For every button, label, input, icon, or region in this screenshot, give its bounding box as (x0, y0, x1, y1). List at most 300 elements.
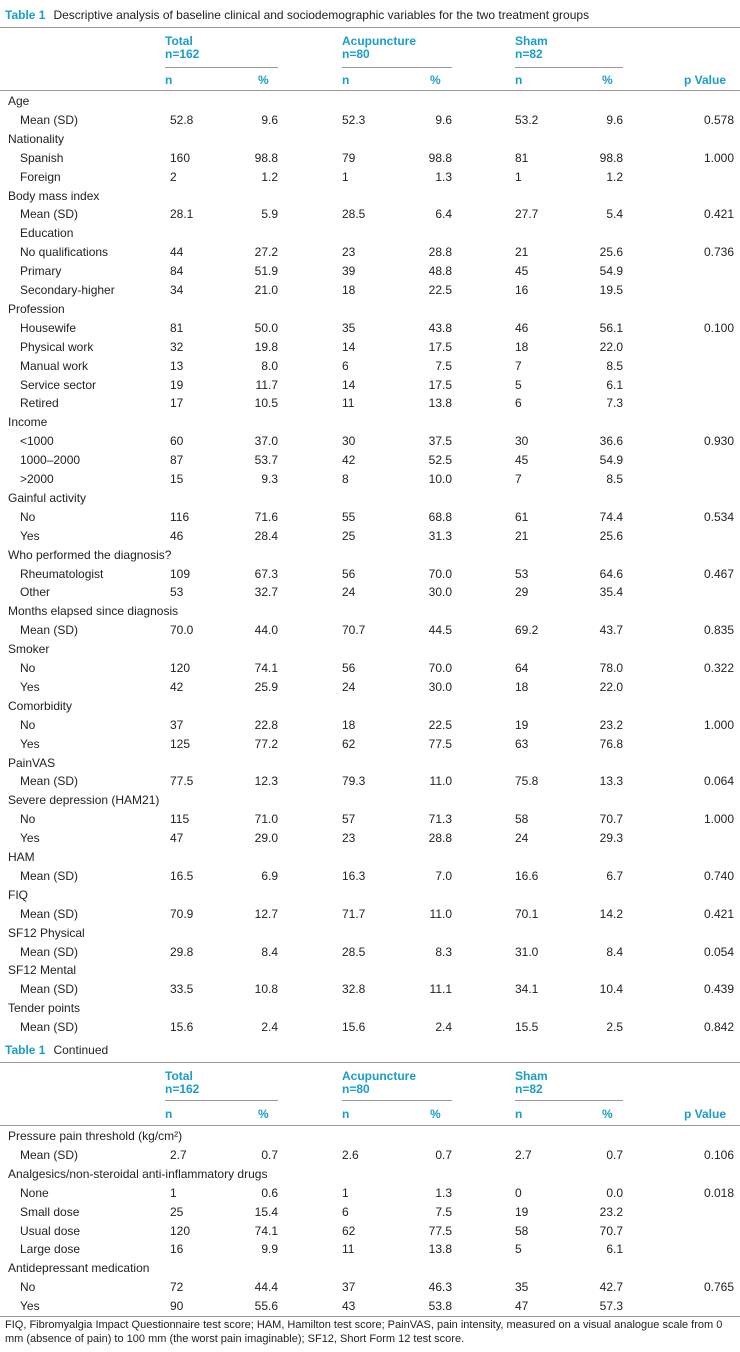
table-row (0, 527, 740, 545)
total-pct-cell: 25.9 (254, 679, 278, 694)
acupuncture-pct-cell: 22.5 (428, 283, 452, 297)
total-pct-cell: 71.0 (254, 812, 278, 827)
acupuncture-n-cell: 11 (342, 396, 355, 411)
acupuncture-pct-cell: 13.8 (428, 396, 452, 411)
sham-n-cell: 29 (515, 585, 529, 600)
acupuncture-n-cell: 56 (342, 566, 356, 581)
table-row (0, 1240, 740, 1258)
acupuncture-n-cell: 43 (342, 1299, 356, 1314)
sham-pct-cell: 0.0 (606, 1185, 623, 1200)
table-row (0, 338, 740, 356)
sham-n-cell: 75.8 (515, 774, 539, 789)
row-label: Primary (20, 264, 62, 279)
acupuncture-n-cell: 18 (342, 283, 356, 297)
acupuncture-pct-cell: 17.5 (428, 339, 452, 354)
header-pct: % (258, 1107, 269, 1121)
group-acupuncture: Acupuncture n=80 (342, 34, 417, 61)
sham-pct-cell: 43.7 (599, 623, 623, 638)
acupuncture-pct-cell: 11.0 (429, 906, 452, 921)
row-label: Physical work (20, 339, 94, 354)
table-row (0, 224, 740, 242)
acupuncture-pct-cell: 31.3 (428, 528, 452, 543)
header-n: n (342, 1107, 350, 1121)
p-value-cell: 0.736 (703, 245, 734, 260)
sham-n-cell: 7 (515, 472, 522, 486)
acupuncture-pct-cell: 53.8 (428, 1299, 452, 1314)
total-pct-cell: 77.2 (254, 736, 278, 751)
row-label: Yes (20, 528, 40, 543)
header-n: n (515, 1107, 523, 1121)
table-row (0, 357, 740, 375)
row-label: Antidepressant medication (8, 1261, 150, 1276)
total-n-cell: 160 (170, 150, 191, 165)
total-n-cell: 17 (170, 396, 184, 411)
total-pct-cell: 9.3 (261, 472, 278, 486)
p-value-cell: 0.534 (703, 509, 734, 524)
row-label: Retired (20, 396, 59, 411)
total-pct-cell: 10.8 (254, 982, 278, 997)
total-pct-cell: 10.5 (254, 396, 278, 411)
p-value-cell: 0.322 (703, 661, 734, 675)
table-row (0, 640, 740, 658)
table-row (0, 697, 740, 715)
table-row (0, 281, 740, 299)
sham-pct-cell: 0.7 (606, 1147, 623, 1162)
sham-pct-cell: 1.2 (606, 169, 623, 184)
acupuncture-pct-cell: 0.7 (435, 1147, 452, 1162)
table-row (0, 867, 740, 885)
table-caption-continued (5, 1043, 108, 1057)
table-row (0, 905, 740, 923)
row-label: None (20, 1185, 49, 1200)
row-label: Small dose (20, 1204, 80, 1219)
row-label: Tender points (8, 1001, 81, 1016)
table-row (0, 999, 740, 1017)
p-value-cell: 0.835 (703, 623, 734, 638)
sham-pct-cell: 36.6 (599, 434, 623, 449)
sham-pct-cell: 2.5 (606, 1020, 623, 1035)
sham-n-cell: 19 (515, 1204, 529, 1219)
p-value-cell: 1.000 (703, 150, 734, 165)
table-label: Table 1 (5, 8, 46, 22)
header-pct: % (430, 1107, 441, 1121)
total-n-cell: 16 (170, 1242, 184, 1257)
total-pct-cell: 19.8 (254, 339, 278, 354)
group-sham-underline (515, 1100, 623, 1101)
total-pct-cell: 0.6 (261, 1185, 278, 1200)
sham-n-cell: 30 (515, 434, 529, 449)
sham-pct-cell: 19.5 (599, 283, 623, 297)
header-n: n (165, 73, 173, 87)
sham-n-cell: 31.0 (515, 944, 539, 959)
sham-pct-cell: 8.4 (606, 944, 623, 959)
row-label: Manual work (20, 358, 89, 373)
header-rule (0, 90, 740, 91)
row-label: Nationality (8, 131, 65, 146)
total-n-cell: 84 (170, 264, 184, 279)
table-row (0, 961, 740, 979)
table-row (0, 772, 740, 790)
total-pct-cell: 74.1 (254, 661, 278, 675)
acupuncture-pct-cell: 2.4 (435, 1020, 452, 1035)
sham-n-cell: 34.1 (515, 982, 539, 997)
row-label: Age (8, 94, 30, 108)
sham-pct-cell: 70.7 (599, 1223, 623, 1238)
acupuncture-pct-cell: 30.0 (428, 585, 452, 600)
p-value-cell: 0.018 (703, 1185, 734, 1200)
sham-n-cell: 24 (515, 831, 529, 846)
total-n-cell: 29.8 (170, 944, 194, 959)
total-n-cell: 60 (170, 434, 184, 449)
acupuncture-n-cell: 8 (342, 472, 349, 486)
acupuncture-pct-cell: 1.3 (435, 169, 452, 184)
row-label: Income (8, 415, 48, 430)
p-value-cell: 0.421 (703, 906, 734, 921)
total-pct-cell: 27.2 (254, 245, 278, 260)
table-row (0, 735, 740, 753)
row-label: SF12 Mental (8, 963, 77, 978)
header-n: n (342, 73, 350, 87)
acupuncture-n-cell: 14 (342, 339, 356, 354)
acupuncture-pct-cell: 7.5 (435, 1204, 452, 1219)
table-row (0, 848, 740, 866)
group-acupuncture-underline (342, 1100, 452, 1101)
table-row (0, 546, 740, 564)
row-label: Months elapsed since diagnosis (8, 604, 179, 619)
table-label: Table 1 (5, 1043, 46, 1057)
table-row (0, 92, 740, 110)
total-n-cell: 109 (170, 566, 191, 581)
group-sham: Sham n=82 (515, 1069, 548, 1096)
group-acupuncture: Acupuncture n=80 (342, 1069, 417, 1096)
total-n-cell: 2.7 (170, 1147, 187, 1162)
table-row (0, 300, 740, 318)
total-n-cell: 120 (170, 661, 191, 675)
row-label: Large dose (20, 1242, 81, 1257)
total-pct-cell: 98.8 (254, 150, 278, 165)
table-row (0, 886, 740, 904)
top-rule (0, 1062, 740, 1063)
row-label: No (20, 812, 36, 827)
p-value-cell: 0.064 (703, 774, 734, 789)
total-n-cell: 42 (170, 679, 184, 694)
table-row (0, 130, 740, 148)
acupuncture-pct-cell: 28.8 (428, 245, 452, 260)
group-total-underline (165, 1100, 278, 1101)
acupuncture-pct-cell: 7.0 (435, 868, 452, 883)
acupuncture-pct-cell: 70.0 (428, 661, 452, 675)
acupuncture-pct-cell: 10.0 (428, 472, 452, 486)
row-label: Rheumatologist (20, 566, 104, 581)
table-row (0, 187, 740, 205)
table-row (0, 111, 740, 129)
sham-pct-cell: 35.4 (599, 585, 623, 600)
total-pct-cell: 21.0 (254, 283, 278, 297)
sham-n-cell: 81 (515, 150, 529, 165)
acupuncture-pct-cell: 22.5 (428, 717, 452, 732)
sham-n-cell: 15.5 (515, 1020, 539, 1035)
acupuncture-n-cell: 37 (342, 1280, 356, 1295)
row-label: No qualifications (20, 245, 109, 260)
sham-pct-cell: 22.0 (599, 339, 623, 354)
sham-pct-cell: 8.5 (606, 358, 623, 373)
row-label: Severe depression (HAM21) (8, 793, 160, 808)
total-pct-cell: 51.9 (254, 264, 278, 279)
total-n-cell: 15.6 (170, 1020, 194, 1035)
sham-pct-cell: 76.8 (599, 736, 623, 751)
row-label: Mean (SD) (20, 944, 79, 959)
acupuncture-n-cell: 18 (342, 717, 356, 732)
total-n-cell: 115 (170, 812, 190, 827)
table-row (0, 980, 740, 998)
acupuncture-n-cell: 1 (342, 1185, 349, 1200)
sham-pct-cell: 13.3 (599, 774, 623, 789)
table-row (0, 413, 740, 431)
row-label: Mean (SD) (20, 207, 79, 222)
table-row (0, 1127, 740, 1145)
sham-pct-cell: 42.7 (599, 1280, 623, 1295)
header-n: n (515, 73, 523, 87)
table-row (0, 791, 740, 809)
table-row (0, 319, 740, 337)
acupuncture-pct-cell: 52.5 (428, 453, 452, 468)
caption-text: Descriptive analysis of baseline clinical and sociodemographic variables for the two treatment groups (53, 8, 590, 22)
p-value-cell: 0.100 (703, 320, 734, 335)
group-total-underline (165, 67, 278, 68)
acupuncture-n-cell: 55 (342, 509, 356, 524)
acupuncture-pct-cell: 48.8 (428, 264, 452, 279)
acupuncture-n-cell: 1 (342, 169, 349, 184)
sham-pct-cell: 14.2 (599, 906, 623, 921)
p-value-cell: 0.740 (703, 868, 734, 883)
table-row (0, 168, 740, 186)
header-n: n (165, 1107, 173, 1121)
acupuncture-n-cell: 6 (342, 358, 349, 373)
acupuncture-pct-cell: 43.8 (428, 320, 452, 335)
sham-n-cell: 6 (515, 396, 522, 411)
table-row (0, 829, 740, 847)
acupuncture-n-cell: 71.7 (342, 906, 366, 921)
table-row (0, 1203, 740, 1221)
total-n-cell: 125 (170, 736, 191, 751)
total-n-cell: 87 (170, 453, 184, 468)
header-pct: % (602, 1107, 613, 1121)
total-pct-cell: 44.4 (254, 1280, 278, 1295)
row-label: PainVAS (8, 755, 56, 770)
table-row (0, 678, 740, 696)
acupuncture-n-cell: 16.3 (342, 868, 366, 883)
total-n-cell: 47 (170, 831, 184, 846)
table-row (0, 1165, 740, 1183)
table-row (0, 716, 740, 734)
row-label: Smoker (8, 642, 50, 657)
acupuncture-n-cell: 24 (342, 585, 356, 600)
footnote: FIQ, Fibromyalgia Impact Questionnaire test score; HAM, Hamilton test score; PainVAS, pain intensity, measured on a visual analogue scale from 0 mm (absence of pain) to 100 mm (the worst pain imaginable); SF12, Short Form 12 test score. (5, 1319, 723, 1345)
sham-pct-cell: 64.6 (599, 566, 623, 581)
table-row (0, 262, 740, 280)
sham-n-cell: 21 (515, 245, 529, 260)
table-row (0, 754, 740, 772)
acupuncture-pct-cell: 71.3 (428, 812, 452, 827)
total-n-cell: 25 (170, 1204, 184, 1219)
sham-n-cell: 58 (515, 812, 529, 827)
total-n-cell: 2 (170, 169, 177, 184)
sham-n-cell: 53 (515, 566, 529, 581)
total-n-cell: 116 (170, 509, 190, 524)
total-n-cell: 52.8 (170, 112, 194, 127)
total-pct-cell: 8.0 (261, 358, 278, 373)
group-total: Total n=162 (165, 1069, 200, 1096)
sham-pct-cell: 25.6 (599, 528, 623, 543)
sham-n-cell: 5 (515, 377, 522, 392)
table-row (0, 602, 740, 620)
total-pct-cell: 67.3 (254, 566, 278, 581)
group-sham: Sham n=82 (515, 34, 548, 61)
acupuncture-n-cell: 28.5 (342, 207, 366, 222)
sham-pct-cell: 23.2 (599, 1204, 623, 1219)
acupuncture-pct-cell: 11.1 (429, 982, 452, 997)
table-row (0, 810, 740, 828)
total-n-cell: 81 (170, 320, 184, 335)
row-label: Mean (SD) (20, 1147, 79, 1162)
total-pct-cell: 9.6 (261, 112, 278, 127)
row-label: >2000 (20, 472, 54, 486)
row-label: HAM (8, 850, 35, 864)
header-pct: % (602, 73, 613, 87)
total-pct-cell: 28.4 (254, 528, 278, 543)
acupuncture-n-cell: 56 (342, 661, 356, 675)
total-n-cell: 15 (170, 472, 184, 486)
row-label: Profession (8, 301, 65, 316)
sham-n-cell: 5 (515, 1242, 522, 1257)
p-value-cell: 0.842 (703, 1020, 734, 1035)
acupuncture-n-cell: 25 (342, 528, 356, 543)
row-label: Service sector (20, 377, 97, 392)
table-row (0, 1278, 740, 1296)
sham-pct-cell: 8.5 (606, 472, 623, 486)
row-label: Other (20, 585, 51, 600)
acupuncture-pct-cell: 44.5 (428, 623, 452, 638)
total-n-cell: 46 (170, 528, 184, 543)
row-label: Pressure pain threshold (kg/cm²) (8, 1129, 183, 1143)
group-acupuncture-underline (342, 67, 452, 68)
total-pct-cell: 44.0 (254, 623, 278, 638)
sham-n-cell: 16 (515, 283, 529, 297)
table-row (0, 1222, 740, 1240)
acupuncture-n-cell: 35 (342, 320, 356, 335)
acupuncture-n-cell: 2.6 (342, 1147, 359, 1162)
row-label: <1000 (20, 434, 54, 449)
row-label: Gainful activity (8, 490, 87, 505)
table-row (0, 659, 740, 677)
table-row (0, 1184, 740, 1202)
row-label: No (20, 1280, 36, 1295)
table-row (0, 243, 740, 261)
acupuncture-pct-cell: 77.5 (428, 1223, 452, 1238)
total-n-cell: 70.0 (170, 623, 194, 638)
header-pct: % (430, 73, 441, 87)
acupuncture-n-cell: 15.6 (342, 1020, 366, 1035)
row-label: No (20, 717, 36, 732)
sham-pct-cell: 6.1 (606, 377, 623, 392)
total-n-cell: 77.5 (170, 774, 194, 789)
row-label: Mean (SD) (20, 623, 79, 638)
acupuncture-pct-cell: 1.3 (435, 1185, 452, 1200)
acupuncture-pct-cell: 11.0 (429, 774, 452, 789)
row-label: No (20, 509, 36, 524)
row-label: FIQ (8, 887, 28, 902)
acupuncture-n-cell: 14 (342, 377, 356, 392)
total-n-cell: 34 (170, 283, 184, 297)
row-label: Spanish (20, 150, 64, 165)
total-pct-cell: 74.1 (254, 1223, 278, 1238)
acupuncture-pct-cell: 77.5 (428, 736, 452, 751)
sham-n-cell: 47 (515, 1299, 529, 1314)
total-pct-cell: 53.7 (254, 453, 278, 468)
row-label: Usual dose (20, 1223, 81, 1238)
total-n-cell: 1 (170, 1185, 177, 1200)
table-row (0, 394, 740, 412)
acupuncture-n-cell: 30 (342, 434, 356, 449)
sham-n-cell: 2.7 (515, 1147, 532, 1162)
p-value-cell: 0.467 (703, 566, 734, 581)
row-label: No (20, 661, 36, 675)
acupuncture-n-cell: 79.3 (342, 774, 366, 789)
total-pct-cell: 0.7 (261, 1147, 278, 1162)
row-label: Mean (SD) (20, 868, 79, 883)
sham-n-cell: 69.2 (515, 623, 539, 638)
sham-pct-cell: 7.3 (606, 396, 623, 411)
row-label: Yes (20, 679, 40, 694)
total-pct-cell: 1.2 (261, 169, 278, 184)
header-rule (0, 1125, 740, 1126)
acupuncture-n-cell: 52.3 (342, 112, 366, 127)
sham-pct-cell: 57.3 (599, 1299, 623, 1314)
header-pvalue: p Value (684, 73, 727, 87)
total-pct-cell: 11.7 (255, 377, 278, 392)
p-value-cell: 0.054 (703, 944, 734, 959)
total-n-cell: 28.1 (170, 207, 194, 222)
row-label: Education (20, 226, 74, 241)
total-pct-cell: 12.3 (254, 774, 278, 789)
sham-n-cell: 45 (515, 264, 529, 279)
sham-n-cell: 18 (515, 339, 529, 354)
acupuncture-pct-cell: 9.6 (435, 112, 452, 127)
acupuncture-pct-cell: 8.3 (435, 944, 452, 959)
row-label: Mean (SD) (20, 982, 79, 997)
table-row (0, 451, 740, 469)
sham-pct-cell: 25.6 (599, 245, 623, 260)
row-label: Mean (SD) (20, 906, 79, 921)
acupuncture-pct-cell: 70.0 (428, 566, 452, 581)
group-sham-underline (515, 67, 623, 68)
total-n-cell: 13 (170, 358, 184, 373)
p-value-cell: 1.000 (703, 812, 734, 827)
total-n-cell: 120 (170, 1223, 191, 1238)
total-n-cell: 33.5 (170, 982, 194, 997)
sham-n-cell: 61 (515, 509, 529, 524)
acupuncture-n-cell: 62 (342, 1223, 356, 1238)
row-label: Comorbidity (8, 698, 73, 713)
table-row (0, 508, 740, 526)
sham-n-cell: 18 (515, 679, 529, 694)
p-value-cell: 0.578 (703, 112, 734, 127)
acupuncture-n-cell: 32.8 (342, 982, 366, 997)
total-n-cell: 72 (170, 1280, 184, 1295)
sham-n-cell: 45 (515, 453, 529, 468)
total-pct-cell: 32.7 (254, 585, 278, 600)
table-row (0, 583, 740, 601)
